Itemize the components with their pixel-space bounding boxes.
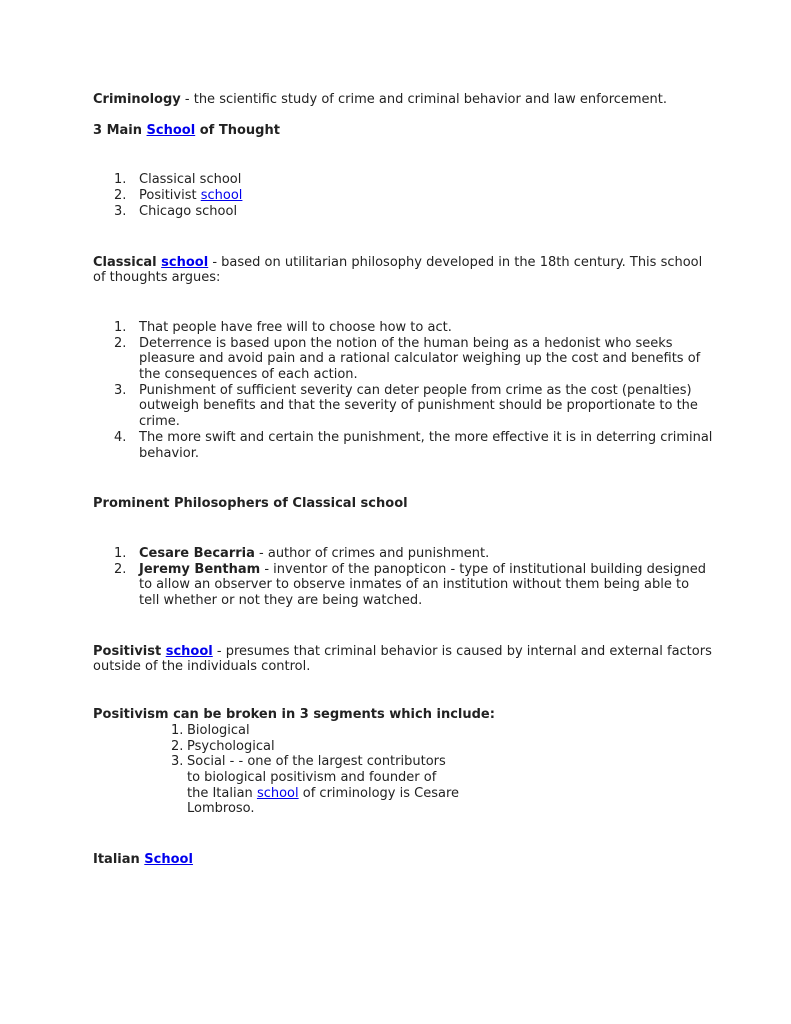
heading-part: Italian (93, 852, 145, 868)
school-link[interactable]: school (161, 254, 209, 270)
list-text: the Italian (187, 785, 257, 801)
school-link[interactable]: School (144, 852, 193, 868)
paragraph-text: - based on utilitarian philosophy developed in the 18th century. This school of thoughts argues: (93, 254, 703, 286)
list-text: Classical school (139, 172, 242, 188)
term-classical: Classical (93, 254, 162, 270)
list-number: 2. (114, 335, 127, 351)
list-number: 3. (114, 203, 127, 219)
list-item (93, 320, 713, 336)
list-number: 1. (171, 722, 184, 738)
list-number: 2. (114, 561, 127, 577)
school-link[interactable]: school (165, 643, 213, 659)
list-number: 2. (171, 738, 184, 754)
list-item (93, 172, 713, 188)
heading-part: 3 Main (93, 122, 147, 138)
list-text: Psychological (187, 738, 275, 754)
list-item (93, 336, 713, 383)
schools-list (93, 172, 713, 219)
list-text: The more swift and certain the punishment, the more effective it is in deterring criminal behavior. (139, 429, 713, 461)
list-item (93, 430, 713, 461)
philosopher-name: Cesare Becarria (139, 545, 255, 561)
philosophers-heading (93, 496, 713, 512)
school-link[interactable]: School (146, 122, 196, 138)
term-positivist: Positivist (93, 643, 166, 659)
segments-heading (93, 707, 713, 723)
list-number: 4. (114, 429, 127, 445)
list-text: Positivist (139, 188, 201, 204)
segments-list (93, 723, 713, 817)
document-body (93, 92, 713, 868)
list-text: That people have free will to choose how to act. (139, 319, 452, 335)
list-number: 3. (114, 382, 127, 398)
list-text: Deterrence is based upon the notion of the human being as a hedonist who seeks pleasure and avoid pain and a rational calculator weighing up the cost and benefits of the consequences of each action. (139, 335, 701, 383)
classical-school-paragraph (93, 255, 713, 286)
term-criminology: Criminology (93, 92, 181, 107)
heading-text: Positivism can be broken in 3 segments which include: (93, 707, 495, 723)
list-item (93, 562, 713, 609)
classical-arguments-list (93, 320, 713, 461)
list-text: Chicago school (139, 203, 238, 219)
philosopher-name: Jeremy Bentham (139, 561, 261, 577)
list-text: - author of crimes and punishment. (254, 545, 490, 561)
list-item (93, 739, 713, 755)
definition-text: - the scientific study of crime and criminal behavior and law enforcement. (180, 92, 668, 107)
list-item (93, 204, 713, 220)
list-text: - inventor of the panopticon - type of institutional building designed to allow an observer to observe inmates of an institution without them being able to tell whether or not they are being watched. (139, 561, 706, 609)
schools-heading (93, 123, 713, 139)
list-item (93, 754, 713, 817)
positivist-school-paragraph (93, 644, 713, 675)
list-text: Biological (187, 722, 250, 738)
list-text: Punishment of sufficient severity can deter people from crime as the cost (penalties) outweigh benefits and that the severity of punishment should be proportionate to the crime. (139, 382, 698, 430)
list-text: to biological positivism and founder of (187, 769, 437, 785)
list-number: 3. (171, 754, 184, 770)
school-link[interactable]: school (200, 188, 243, 204)
criminology-definition (93, 92, 713, 108)
list-item (93, 383, 713, 430)
list-number: 1. (114, 172, 127, 188)
list-number: 2. (114, 188, 127, 204)
list-text: Social - - one of the largest contributors (187, 754, 446, 770)
list-item (93, 188, 713, 204)
philosophers-list (93, 546, 713, 609)
heading-text: Prominent Philosophers of Classical school (93, 496, 408, 512)
list-item (93, 723, 713, 739)
school-link[interactable]: school (256, 785, 299, 801)
list-text: Lombroso. (187, 801, 255, 817)
list-text: of criminology is Cesare (298, 785, 460, 801)
list-number: 1. (114, 545, 127, 561)
paragraph-text: - presumes that criminal behavior is caused by internal and external factors outside of the individuals control. (93, 643, 712, 675)
list-number: 1. (114, 319, 127, 335)
italian-school-heading (93, 852, 713, 868)
heading-part: of Thought (195, 122, 280, 138)
list-item (93, 546, 713, 562)
